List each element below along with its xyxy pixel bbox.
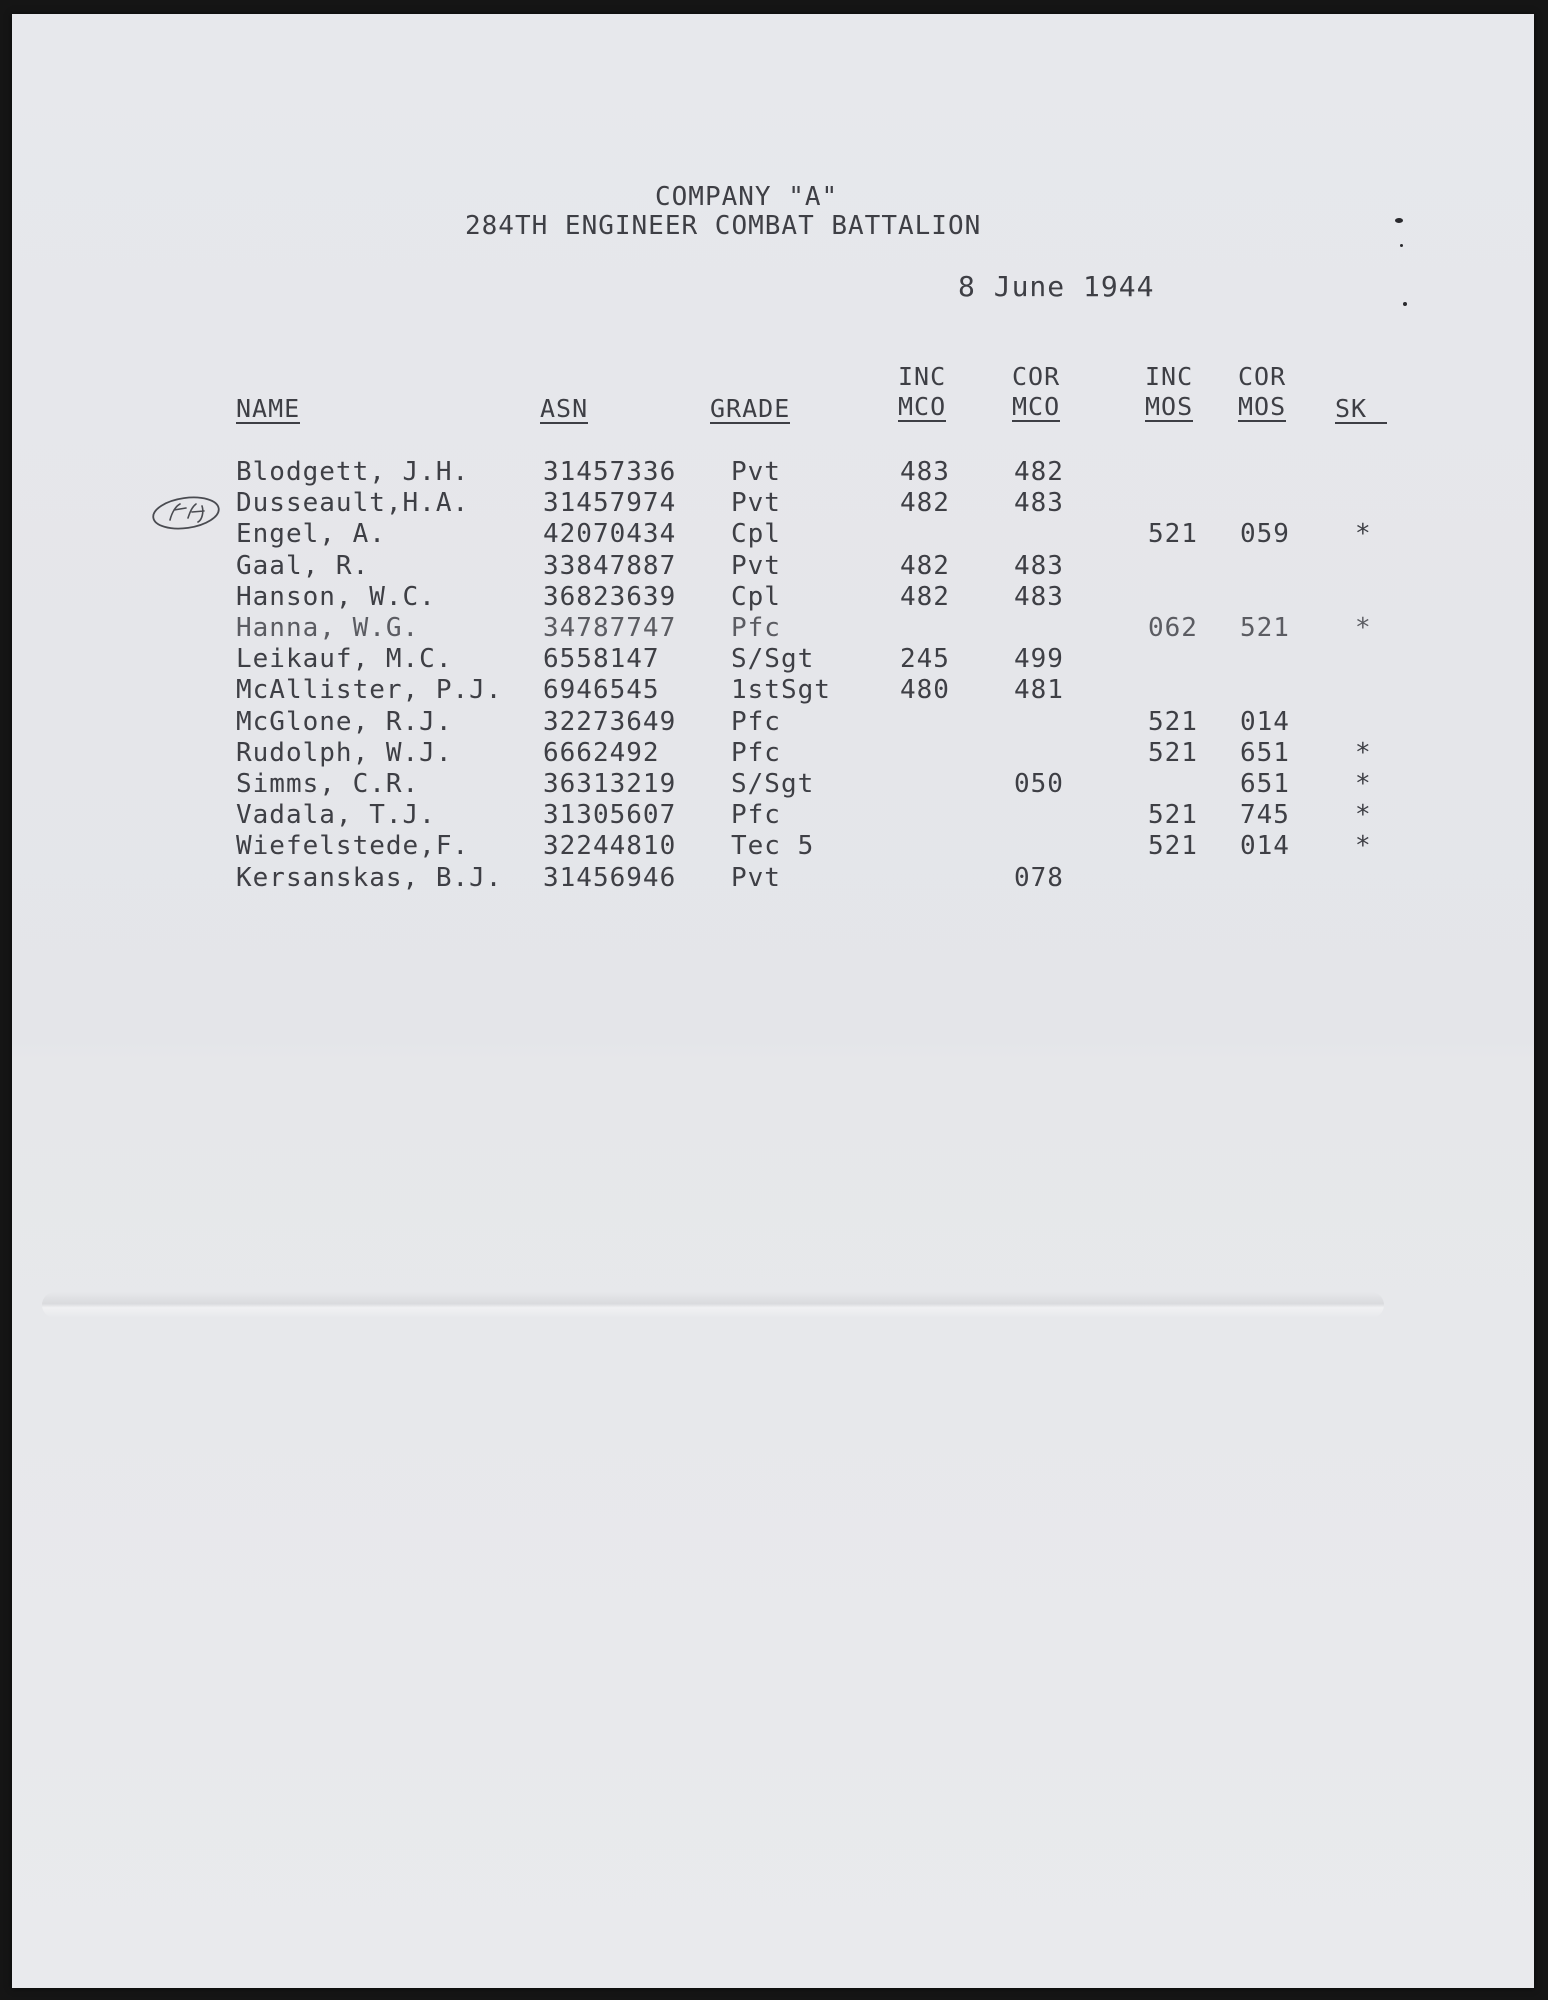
cell-asn: 34787747 bbox=[543, 613, 677, 643]
document-date: 8 June 1944 bbox=[958, 270, 1155, 303]
cell-name: McAllister, P.J. bbox=[236, 675, 503, 705]
cell-sk: * bbox=[1355, 613, 1372, 643]
column-header-grade-label: GRADE bbox=[710, 394, 791, 423]
cell-inc-mco: 483 bbox=[900, 457, 950, 487]
column-header-cor-mos-bottom: MOS bbox=[1238, 392, 1287, 421]
cell-inc-mco: 480 bbox=[900, 675, 950, 705]
column-header-cor-mos-top: COR bbox=[1238, 362, 1287, 391]
table-row bbox=[0, 800, 1548, 830]
cell-name: Engel, A. bbox=[236, 519, 386, 549]
cell-grade: 1stSgt bbox=[731, 675, 831, 705]
column-header-cor-mco-top: COR bbox=[1012, 362, 1061, 391]
cell-grade: Pfc bbox=[731, 613, 781, 643]
cell-asn: 32273649 bbox=[543, 707, 677, 737]
cell-grade: Pfc bbox=[731, 707, 781, 737]
cell-inc-mco: 245 bbox=[900, 644, 950, 674]
column-header-cor-mco bbox=[1012, 362, 1060, 422]
paper-fold bbox=[42, 1292, 1384, 1318]
cell-grade: Cpl bbox=[731, 582, 781, 612]
cell-asn: 31457336 bbox=[543, 457, 677, 487]
cell-name: Dusseault,H.A. bbox=[236, 488, 470, 518]
column-header-asn-label: ASN bbox=[540, 394, 589, 423]
cell-asn: 31305607 bbox=[543, 800, 677, 830]
cell-name: Hanna, W.G. bbox=[236, 613, 420, 643]
table-row bbox=[0, 831, 1548, 861]
table-row bbox=[0, 769, 1548, 799]
cell-name: Leikauf, M.C. bbox=[236, 644, 453, 674]
column-header-inc-mco-top: INC bbox=[898, 362, 947, 391]
cell-sk: * bbox=[1355, 800, 1372, 830]
table-row bbox=[0, 863, 1548, 893]
table-row bbox=[0, 488, 1548, 518]
table-row bbox=[0, 551, 1548, 581]
cell-cor-mos: 521 bbox=[1240, 613, 1290, 643]
cell-inc-mos: 062 bbox=[1148, 613, 1198, 643]
cell-inc-mos: 521 bbox=[1148, 519, 1198, 549]
cell-name: Simms, C.R. bbox=[236, 769, 420, 799]
cell-name: Rudolph, W.J. bbox=[236, 738, 453, 768]
cell-grade: Pfc bbox=[731, 738, 781, 768]
table-row bbox=[0, 519, 1548, 549]
cell-grade: Pvt bbox=[731, 863, 781, 893]
column-header-asn bbox=[540, 394, 588, 424]
cell-name: Kersanskas, B.J. bbox=[236, 863, 503, 893]
cell-grade: S/Sgt bbox=[731, 644, 815, 674]
cell-cor-mos: 651 bbox=[1240, 738, 1290, 768]
cell-asn: 42070434 bbox=[543, 519, 677, 549]
cell-grade: Cpl bbox=[731, 519, 781, 549]
cell-grade: Tec 5 bbox=[731, 831, 815, 861]
cell-inc-mco: 482 bbox=[900, 551, 950, 581]
column-header-inc-mco bbox=[898, 362, 946, 422]
cell-asn: 32244810 bbox=[543, 831, 677, 861]
cell-inc-mos: 521 bbox=[1148, 707, 1198, 737]
column-header-inc-mos-bottom: MOS bbox=[1145, 392, 1194, 421]
paper-speck bbox=[1395, 218, 1403, 223]
cell-cor-mos: 651 bbox=[1240, 769, 1290, 799]
column-header-inc-mco-bottom: MCO bbox=[898, 392, 947, 421]
paper-speck bbox=[1403, 302, 1407, 306]
cell-sk: * bbox=[1355, 831, 1372, 861]
cell-grade: Pvt bbox=[731, 457, 781, 487]
column-header-grade bbox=[710, 394, 790, 424]
table-row bbox=[0, 457, 1548, 487]
document-page bbox=[12, 14, 1534, 1988]
cell-grade: Pvt bbox=[731, 551, 781, 581]
cell-name: Vadala, T.J. bbox=[236, 800, 436, 830]
cell-grade: Pvt bbox=[731, 488, 781, 518]
column-header-sk-label: SK bbox=[1335, 396, 1387, 424]
company-title: COMPANY "A" bbox=[655, 182, 839, 212]
cell-asn: 6662492 bbox=[543, 738, 660, 768]
cell-name: McGlone, R.J. bbox=[236, 707, 453, 737]
column-header-name bbox=[236, 394, 300, 424]
cell-asn: 6558147 bbox=[543, 644, 660, 674]
cell-asn: 36823639 bbox=[543, 582, 677, 612]
cell-grade: S/Sgt bbox=[731, 769, 815, 799]
cell-asn: 6946545 bbox=[543, 675, 660, 705]
cell-asn: 31457974 bbox=[543, 488, 677, 518]
column-header-cor-mos bbox=[1238, 362, 1286, 422]
cell-asn: 31456946 bbox=[543, 863, 677, 893]
column-header-name-label: NAME bbox=[236, 394, 301, 423]
cell-cor-mco: 078 bbox=[1014, 863, 1064, 893]
column-header-cor-mco-bottom: MCO bbox=[1012, 392, 1061, 421]
table-row bbox=[0, 707, 1548, 737]
table-row bbox=[0, 613, 1548, 643]
cell-cor-mco: 483 bbox=[1014, 551, 1064, 581]
cell-name: Wiefelstede,F. bbox=[236, 831, 470, 861]
cell-inc-mco: 482 bbox=[900, 488, 950, 518]
cell-sk: * bbox=[1355, 738, 1372, 768]
cell-asn: 33847887 bbox=[543, 551, 677, 581]
cell-cor-mco: 481 bbox=[1014, 675, 1064, 705]
cell-cor-mco: 050 bbox=[1014, 769, 1064, 799]
cell-sk: * bbox=[1355, 519, 1372, 549]
cell-name: Hanson, W.C. bbox=[236, 582, 436, 612]
cell-cor-mos: 059 bbox=[1240, 519, 1290, 549]
cell-cor-mos: 745 bbox=[1240, 800, 1290, 830]
table-row bbox=[0, 738, 1548, 768]
cell-cor-mos: 014 bbox=[1240, 831, 1290, 861]
cell-inc-mco: 482 bbox=[900, 582, 950, 612]
cell-inc-mos: 521 bbox=[1148, 800, 1198, 830]
column-header-sk bbox=[1335, 394, 1387, 424]
cell-name: Gaal, R. bbox=[236, 551, 370, 581]
table-row bbox=[0, 582, 1548, 612]
cell-cor-mco: 483 bbox=[1014, 582, 1064, 612]
cell-cor-mco: 483 bbox=[1014, 488, 1064, 518]
table-row bbox=[0, 675, 1548, 705]
table-row bbox=[0, 644, 1548, 674]
cell-grade: Pfc bbox=[731, 800, 781, 830]
paper-speck bbox=[1400, 244, 1403, 247]
battalion-title: 284TH ENGINEER COMBAT BATTALION bbox=[465, 211, 982, 241]
cell-cor-mco: 482 bbox=[1014, 457, 1064, 487]
cell-cor-mos: 014 bbox=[1240, 707, 1290, 737]
cell-name: Blodgett, J.H. bbox=[236, 457, 470, 487]
column-header-inc-mos bbox=[1145, 362, 1193, 422]
cell-sk: * bbox=[1355, 769, 1372, 799]
cell-cor-mco: 499 bbox=[1014, 644, 1064, 674]
cell-asn: 36313219 bbox=[543, 769, 677, 799]
column-header-inc-mos-top: INC bbox=[1145, 362, 1194, 391]
cell-inc-mos: 521 bbox=[1148, 738, 1198, 768]
cell-inc-mos: 521 bbox=[1148, 831, 1198, 861]
